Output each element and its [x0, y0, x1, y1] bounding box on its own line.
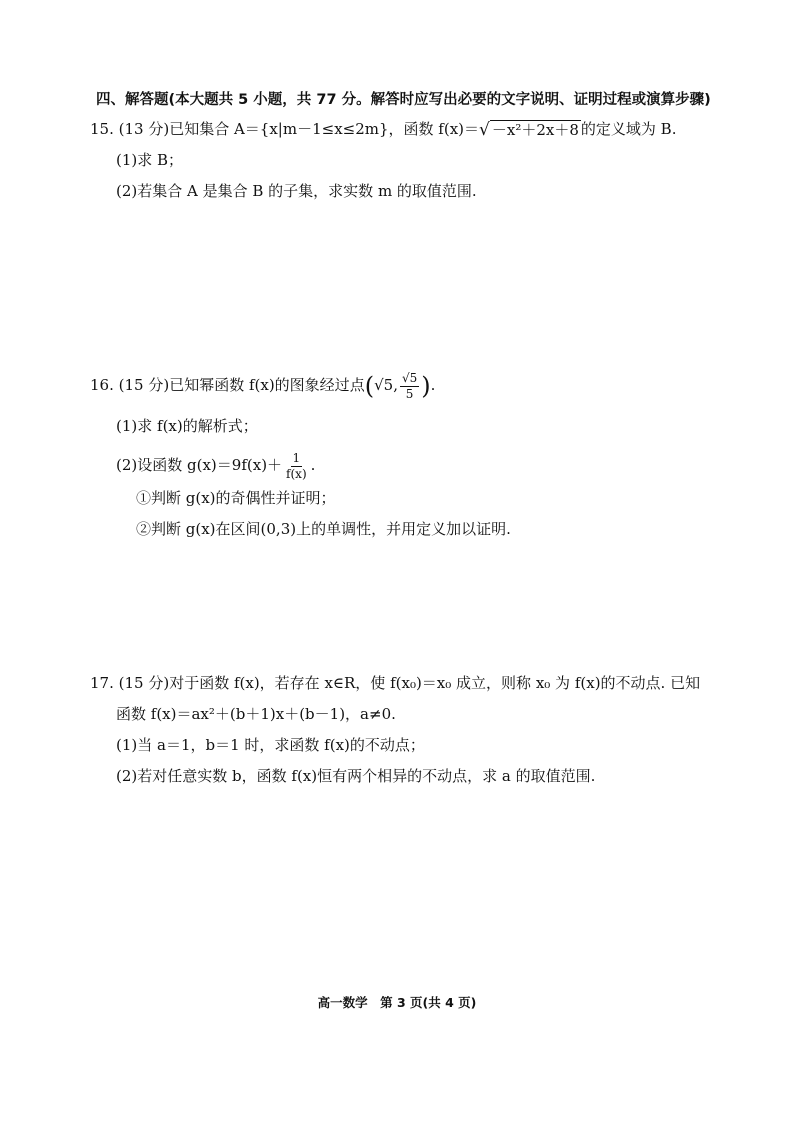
question-score: (13 分) — [118, 120, 170, 138]
question-number: 17. — [90, 674, 114, 692]
point-y-fraction — [400, 371, 419, 402]
fraction-numerator: 1 — [292, 450, 301, 465]
question-15-stem-post: 的定义域为 B. — [580, 120, 677, 138]
question-16-stem: 16. (15 分)已知幂函数 f(x)的图象经过点(√5, $\frac{√5}{5}$ ). — [90, 370, 436, 401]
question-16-part-2: (2)设函数 g(x)＝9f(x)＋ $\frac{1}{f(x)}$ . — [116, 450, 316, 481]
question-16-stem-pre: 已知幂函数 f(x)的图象经过点 — [169, 376, 365, 394]
question-17 — [90, 668, 700, 792]
radicand: －x²＋2x＋8 — [491, 121, 579, 139]
point-x: √5 — [374, 376, 394, 394]
radical-sign-icon: √ — [479, 120, 490, 140]
question-17-stem-line-1 — [90, 668, 700, 699]
reciprocal-fraction — [284, 451, 309, 482]
point-y-numerator: √5 — [401, 370, 418, 385]
question-score: (15 分) — [118, 376, 170, 394]
point-y-denominator: 5 — [405, 386, 414, 401]
section-header: 四、解答题(本大题共 5 小题，共 77 分。解答时应写出必要的文字说明、证明过程或演算步骤) — [96, 92, 711, 108]
question-16 — [90, 370, 511, 545]
question-16-sub-1: ①判断 g(x)的奇偶性并证明； — [136, 489, 336, 507]
page-footer: 高一数学 第 3 页(共 4 页) — [317, 995, 477, 1010]
question-15 — [90, 114, 676, 207]
question-16-part-1: (1)求 f(x)的解析式； — [116, 417, 258, 435]
question-16-part-2-pre: (2)设函数 g(x)＝9f(x)＋ — [116, 456, 283, 474]
question-17-part-1: (1)当 a＝1，b＝1 时，求函数 f(x)的不动点； — [116, 736, 425, 754]
question-number: 16. — [90, 376, 114, 394]
question-15-part-2: (2)若集合 A 是集合 B 的子集，求实数 m 的取值范围. — [116, 182, 477, 200]
question-15-stem — [90, 114, 676, 145]
question-17-stem-line-2: 函数 f(x)＝ax²＋(b＋1)x＋(b－1)，a≠0. — [116, 705, 396, 723]
right-paren: ) — [421, 372, 431, 400]
fraction-denominator: f(x) — [286, 466, 307, 481]
question-16-sub-2: ②判断 g(x)在区间(0,3)上的单调性，并用定义加以证明. — [136, 520, 511, 538]
question-number: 15. — [90, 120, 114, 138]
question-17-stem-text: 对于函数 f(x)，若存在 x∈R，使 f(x₀)＝x₀ 成立，则称 x₀ 为 f(x)的不动点. 已知 — [169, 674, 701, 692]
question-15-stem-pre: 已知集合 A＝{x|m－1≤x≤2m}，函数 f(x)＝ — [169, 120, 480, 138]
square-root-expression — [479, 120, 581, 140]
question-15-part-1: (1)求 B； — [116, 151, 184, 169]
left-paren: ( — [364, 372, 375, 400]
question-17-part-2: (2)若对任意实数 b，函数 f(x)恒有两个相异的不动点，求 a 的取值范围. — [116, 767, 596, 785]
question-score: (15 分) — [118, 674, 170, 692]
